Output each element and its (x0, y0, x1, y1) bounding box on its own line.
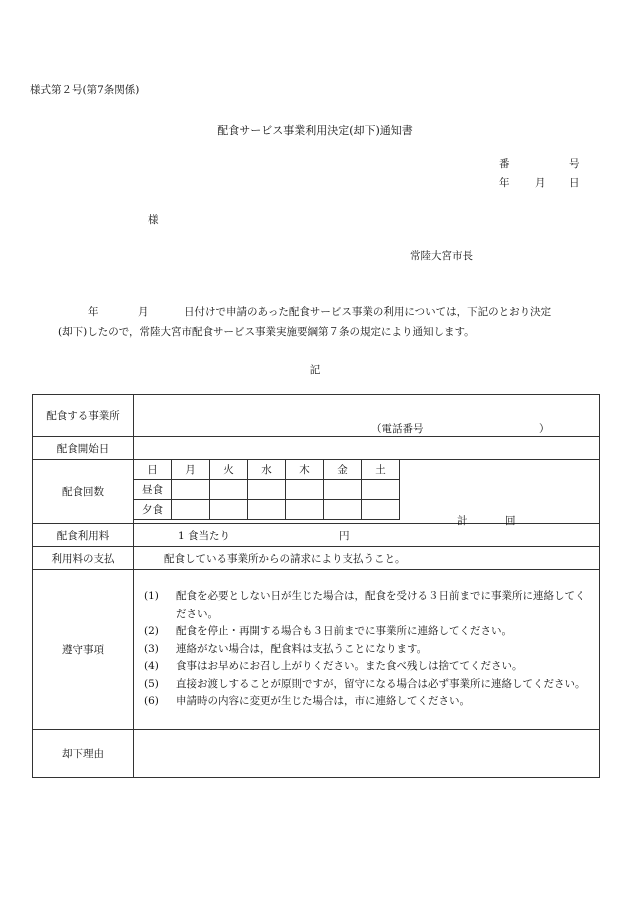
rule-text: 申請時の内容に変更が生じた場合は，市に連絡してください。 (176, 695, 470, 708)
tel-close: ） (539, 423, 550, 435)
tel-label: （電話番号 (371, 423, 424, 435)
payment-text: 配食している事業所からの請求により支払うこと。 (164, 552, 406, 565)
rule-item (144, 658, 599, 676)
rule-item (144, 588, 599, 623)
count-label: 配食回数 (33, 460, 134, 524)
office-label: 配食する事業所 (33, 395, 134, 437)
rule-text: 配食を停止・再開する場合も３日前までに事業所に連絡してください。 (176, 625, 512, 638)
dinner-fri[interactable] (324, 500, 362, 520)
rules-label: 遵守事項 (33, 570, 134, 730)
weekday-grid (133, 459, 400, 520)
ki-heading: 記 (309, 364, 321, 376)
start-date-value (134, 437, 600, 460)
rules-list (134, 582, 599, 717)
payment-cell (134, 547, 600, 570)
rule-number: (5) (144, 677, 159, 690)
rule-number: (2) (144, 625, 159, 638)
rule-item (144, 676, 599, 694)
number-go-label: 号 (569, 158, 580, 170)
lunch-mon[interactable] (172, 480, 210, 500)
addressee-honorific: 様 (148, 214, 159, 226)
lunch-tue[interactable] (210, 480, 248, 500)
weekday-tue: 火 (210, 460, 248, 480)
date-year-label: 年 (499, 177, 510, 189)
rules-cell (134, 570, 600, 730)
dinner-row (134, 500, 400, 520)
count-cell (134, 460, 600, 524)
dinner-wed[interactable] (248, 500, 286, 520)
form-number: 様式第２号(第7条関係) (30, 84, 140, 96)
rule-text: 連絡がない場合は，配食料は支払うことになります。 (176, 642, 428, 655)
body-paragraph-line2: (却下)したので，常陸大宮市配食サービス事業実施要綱第７条の規定により通知します。 (58, 326, 475, 338)
dinner-thu[interactable] (286, 500, 324, 520)
weekday-header-row (134, 460, 400, 480)
reject-reason-label: 却下理由 (33, 730, 134, 778)
weekday-wed: 水 (248, 460, 286, 480)
rule-number: (1) (144, 590, 159, 603)
body-paragraph-line1: 日付けで申請のあった配食サービス事業の利用については，下記のとおり決定 (184, 306, 552, 318)
rule-number: (3) (144, 642, 159, 655)
body-month: 月 (138, 306, 149, 318)
date-day-label: 日 (569, 177, 580, 189)
reject-reason-value[interactable] (134, 730, 600, 778)
lunch-thu[interactable] (286, 480, 324, 500)
rule-number: (6) (144, 695, 159, 708)
count-total-kai: 回 (505, 515, 516, 527)
meal-lunch-label: 昼食 (134, 480, 172, 500)
rule-number: (4) (144, 660, 159, 673)
rule-item (144, 641, 599, 659)
payment-label: 利用料の支払 (33, 547, 134, 570)
rule-text: 食事はお早めにお召し上がりください。また食べ残しは捨ててください。 (176, 660, 523, 673)
weekday-mon: 月 (172, 460, 210, 480)
decision-table (32, 394, 600, 778)
weekday-sat: 土 (362, 460, 400, 480)
lunch-fri[interactable] (324, 480, 362, 500)
fee-yen: 円 (339, 530, 350, 542)
count-total-kei: 計 (457, 515, 468, 527)
lunch-wed[interactable] (248, 480, 286, 500)
date-month-label: 月 (535, 177, 546, 189)
dinner-sat[interactable] (362, 500, 400, 520)
weekday-sun: 日 (134, 460, 172, 480)
fee-cell (134, 524, 600, 547)
fee-label: 配食利用料 (33, 524, 134, 547)
fee-per-meal: 1 食当たり (178, 530, 231, 542)
dinner-mon[interactable] (172, 500, 210, 520)
lunch-row (134, 480, 400, 500)
number-ban-label: 番 (499, 158, 510, 170)
body-year: 年 (88, 306, 99, 318)
office-value-cell (134, 395, 600, 437)
issuer-mayor: 常陸大宮市長 (410, 250, 473, 262)
start-date-label: 配食開始日 (33, 437, 134, 460)
rule-item (144, 623, 599, 641)
dinner-tue[interactable] (210, 500, 248, 520)
rule-text: 直接お渡しすることが原則ですが，留守になる場合は必ず事業所に連絡してください。 (176, 677, 586, 690)
rule-text: 配食を必要としない日が生じた場合は，配食を受ける３日前までに事業所に連絡してください。 (176, 590, 586, 620)
document-title: 配食サービス事業利用決定(却下)通知書 (217, 124, 413, 137)
meal-dinner-label: 夕食 (134, 500, 172, 520)
lunch-sat[interactable] (362, 480, 400, 500)
rule-item (144, 693, 599, 711)
weekday-thu: 木 (286, 460, 324, 480)
weekday-fri: 金 (324, 460, 362, 480)
